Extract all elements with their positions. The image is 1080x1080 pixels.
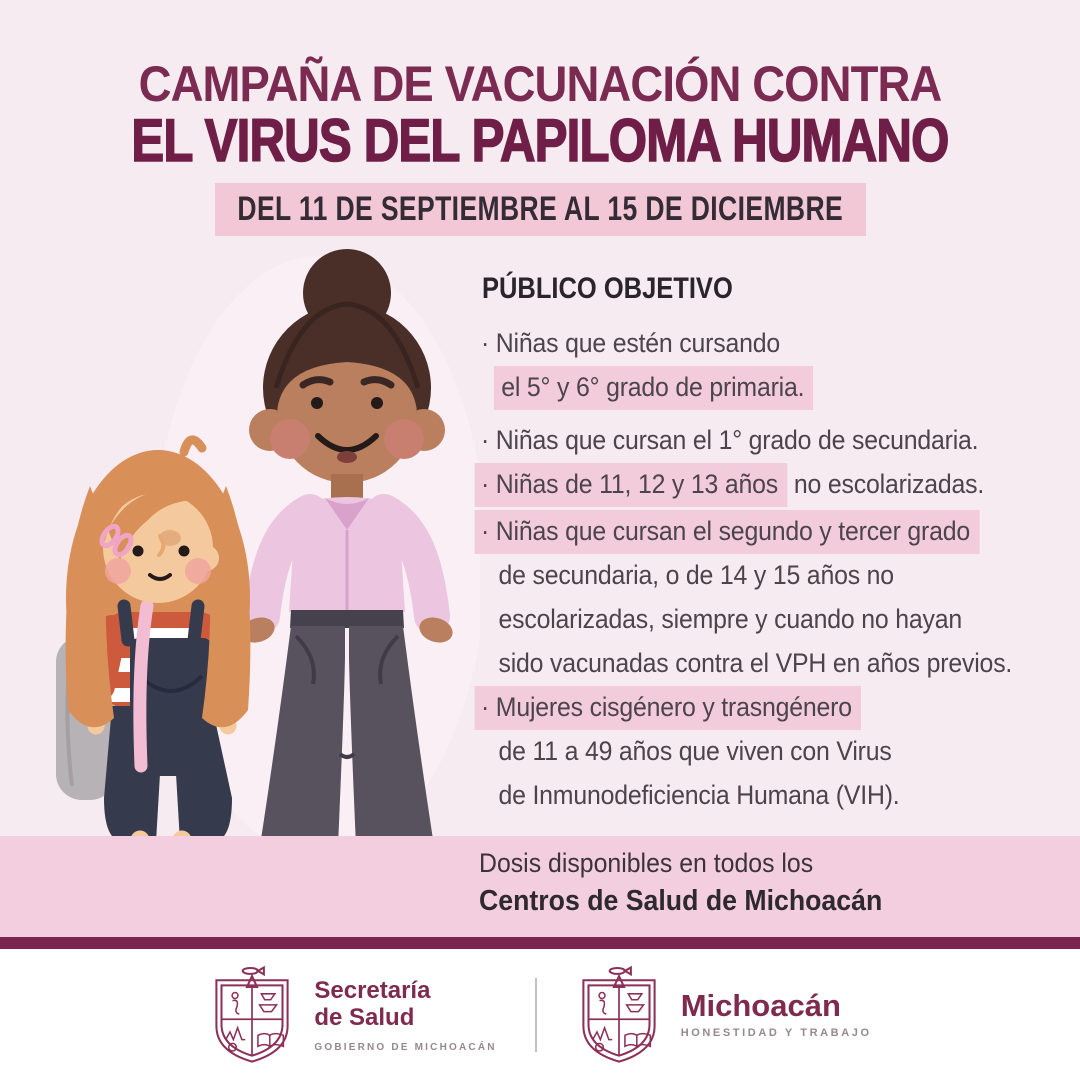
availability-note bbox=[479, 846, 917, 919]
dept-name-line-1: Secretaría bbox=[314, 976, 431, 1004]
footer-logos bbox=[0, 949, 1080, 1080]
highlighted-text: · Niñas que cursan el segundo y tercer grado bbox=[475, 510, 980, 554]
health-department-logo bbox=[208, 965, 496, 1065]
dept-subtitle: GOBIERNO DE MICHOACÁN bbox=[314, 1041, 497, 1053]
michoacan-state-logo bbox=[575, 965, 872, 1065]
state-name: Michoacán bbox=[680, 988, 841, 1023]
title-line-2: EL VIRUS DEL PAPILOMA HUMANO bbox=[131, 107, 949, 174]
availability-line-2: Centros de Salud de Michoacán bbox=[479, 885, 883, 917]
audience-line: de Inmunodeficiencia Humana (VIH). bbox=[498, 780, 900, 810]
highlighted-text: · Niñas de 11, 12 y 13 años bbox=[475, 463, 788, 507]
audience-line: escolarizadas, siempre y cuando no hayan bbox=[498, 604, 962, 634]
woman-and-girl-illustration bbox=[0, 238, 480, 938]
availability-line-1: Dosis disponibles en todos los bbox=[479, 848, 814, 878]
audience-line: · Niñas de 11, 12 y 13 años no escolarizadas. bbox=[481, 462, 1010, 506]
audience-line: · Niñas que cursan el 1° grado de secundaria. bbox=[481, 425, 979, 455]
michoacan-crest-icon bbox=[575, 965, 663, 1065]
state-logo-text bbox=[681, 990, 872, 1039]
audience-line bbox=[481, 685, 1010, 729]
audience-line: de 11 a 49 años que viven con Virus bbox=[498, 736, 892, 766]
date-banner bbox=[215, 183, 866, 236]
audience-line: · Niñas que estén cursando bbox=[481, 328, 780, 358]
audience-line: sido vacunadas contra el VPH en años previos. bbox=[498, 648, 1013, 678]
maroon-divider-strip bbox=[0, 937, 1080, 949]
michoacan-crest-icon bbox=[208, 965, 296, 1065]
poster-title bbox=[0, 56, 1080, 174]
title-line-1: CAMPAÑA DE VACUNACIÓN CONTRA bbox=[138, 56, 942, 112]
audience-line bbox=[481, 365, 1010, 409]
highlighted-text: el 5° y 6° grado de primaria. bbox=[494, 366, 814, 410]
audience-heading: PÚBLICO OBJETIVO bbox=[482, 272, 733, 305]
audience-line bbox=[481, 509, 1010, 553]
dept-name-line-2: de Salud bbox=[314, 1003, 415, 1031]
logo-divider bbox=[535, 978, 537, 1052]
audience-line: de secundaria, o de 14 y 15 años no bbox=[498, 560, 894, 590]
illustration-svg bbox=[0, 238, 480, 938]
highlighted-text: · Mujeres cisgénero y trasngénero bbox=[475, 686, 861, 730]
health-department-text bbox=[314, 977, 496, 1053]
target-audience-section bbox=[481, 272, 1056, 817]
date-banner-text: DEL 11 DE SEPTIEMBRE AL 15 DE DICIEMBRE bbox=[237, 190, 844, 228]
state-subtitle: HONESTIDAD Y TRABAJO bbox=[680, 1027, 872, 1039]
